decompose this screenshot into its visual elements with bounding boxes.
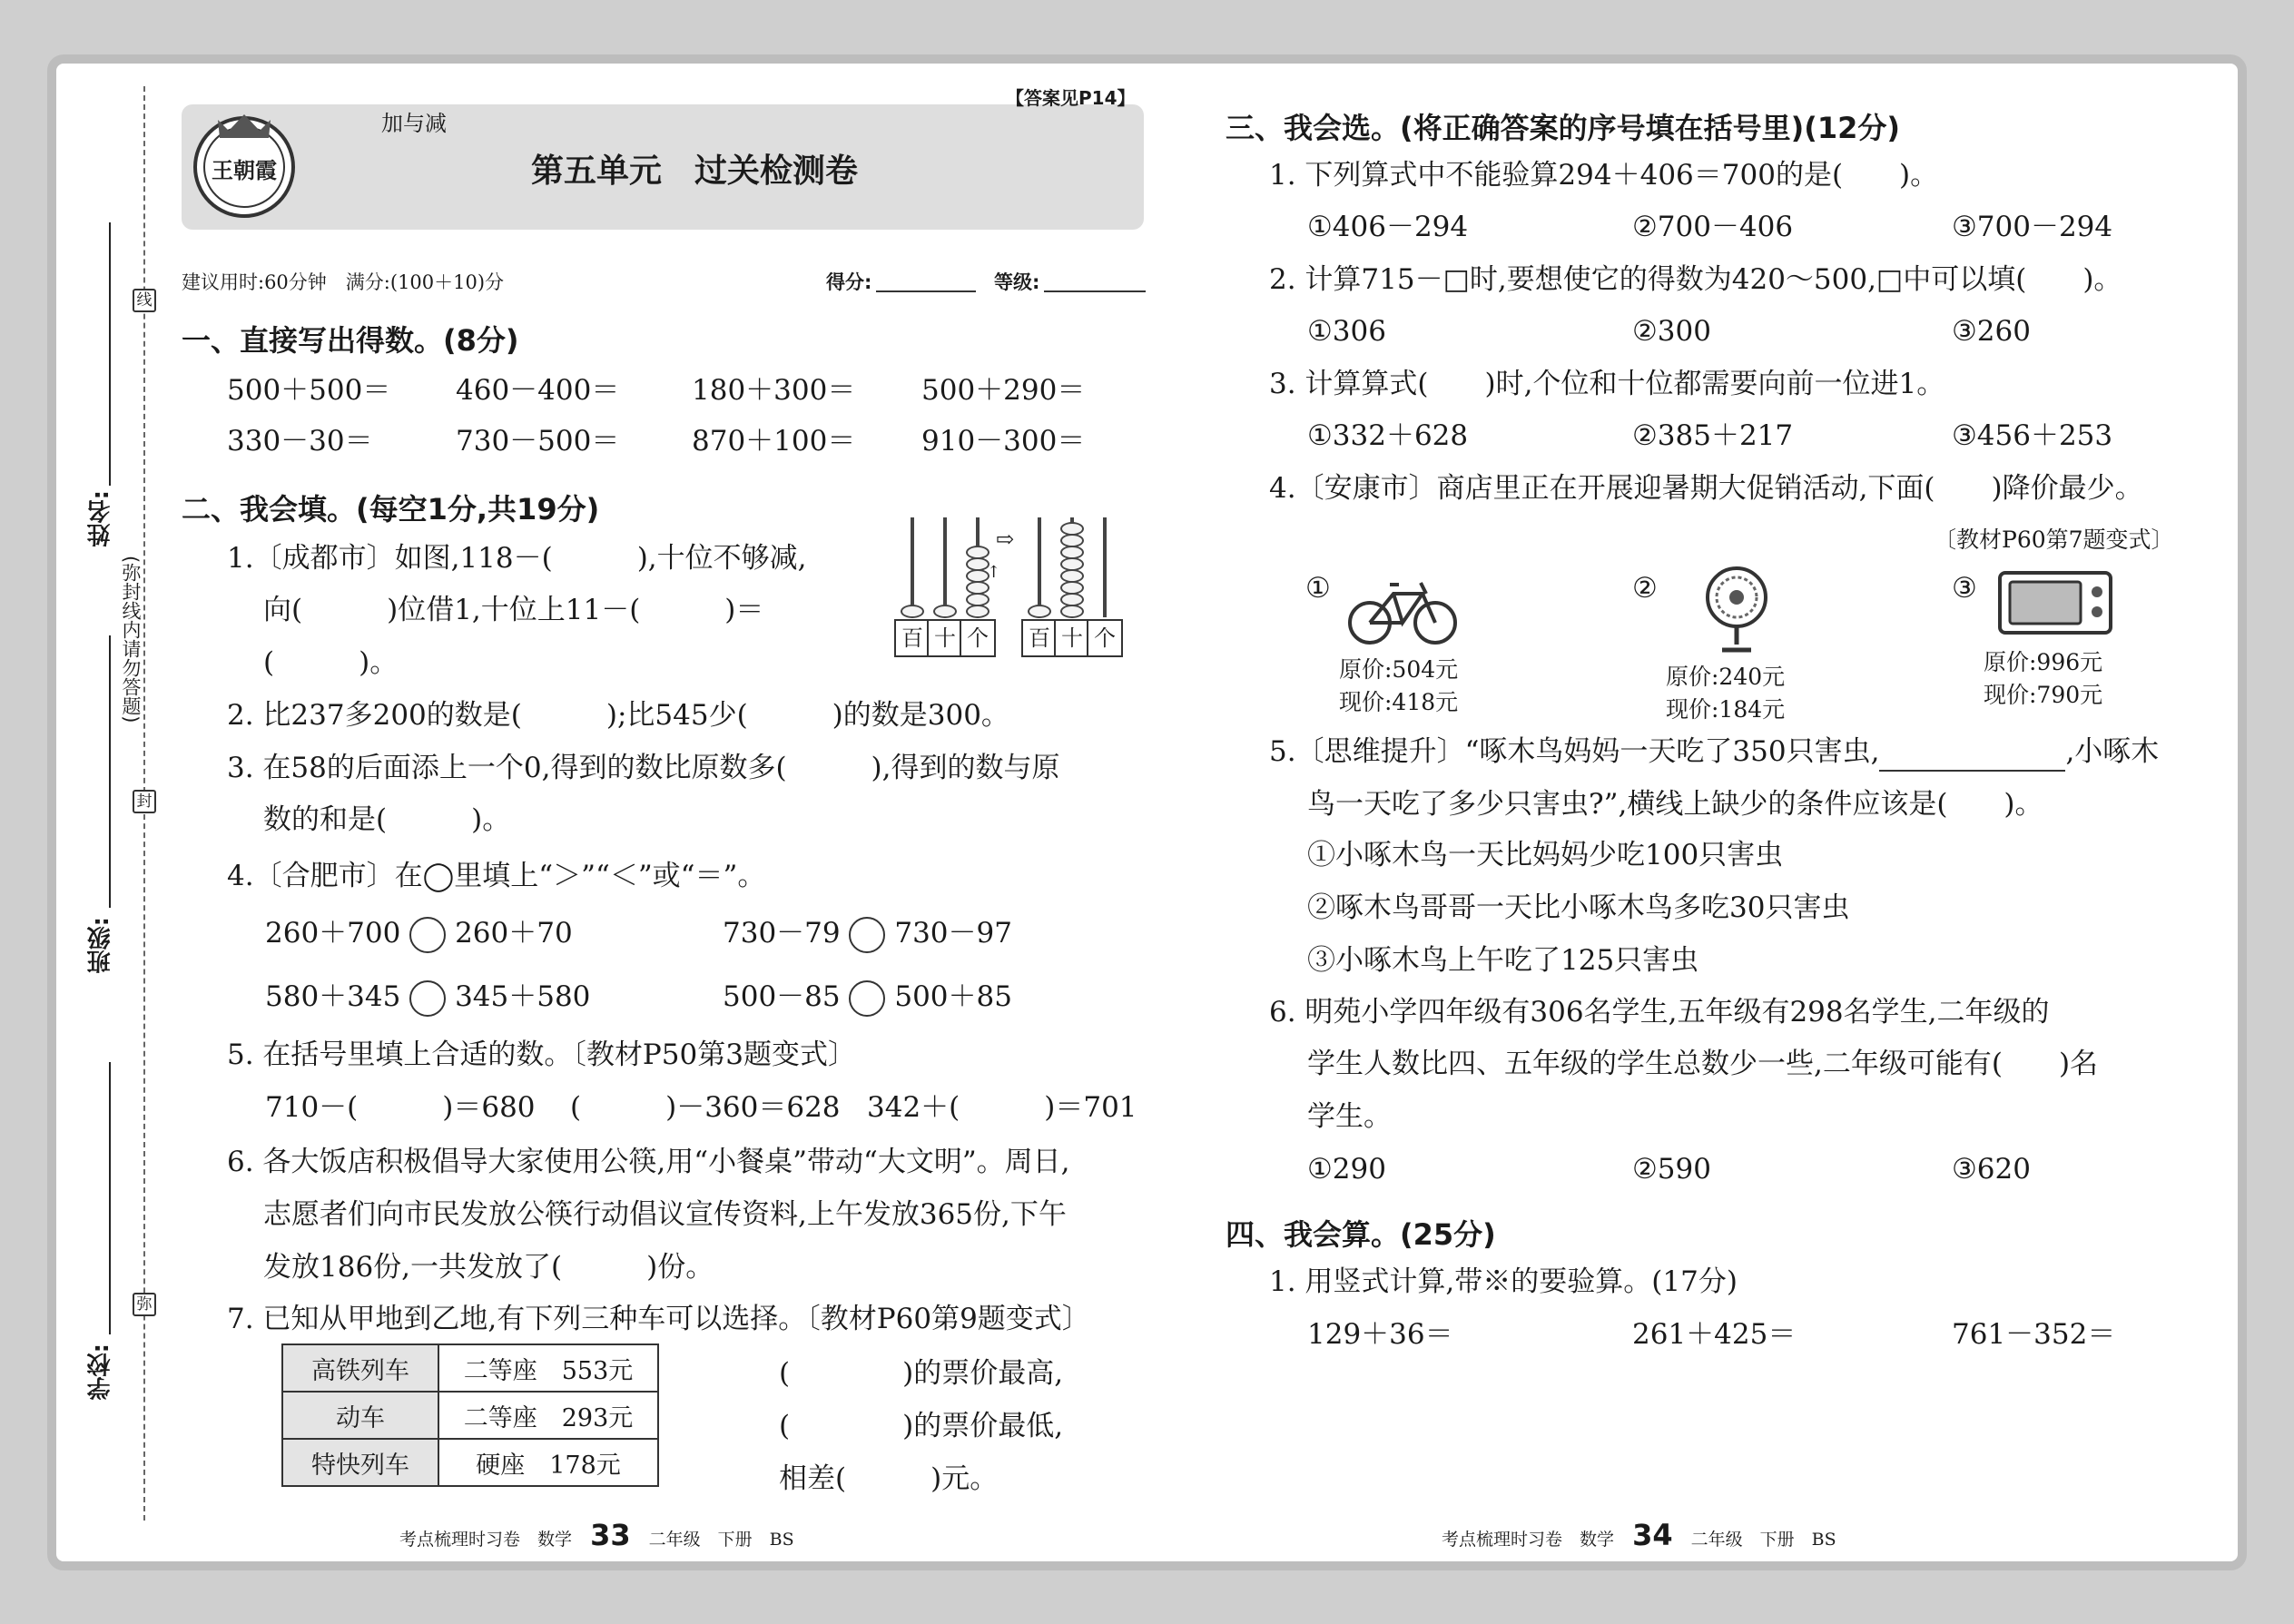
s3-q2: 2. 计算715－□时,要想使它的得数为420～500,□中可以填( )。 [1269,263,2122,296]
svg-text:王朝霞: 王朝霞 [212,157,277,183]
arrow-up-icon: ↑ [987,563,1001,582]
s4-item: 261＋425＝ [1632,1318,1797,1351]
abacus-bead [966,581,989,595]
abacus-bead [966,546,989,559]
abacus-label: 百 [894,619,930,657]
school-field[interactable] [109,1062,111,1334]
abacus-bead [966,605,989,618]
s2-q1-line1: 1.〔成都市〕如图,118－( ),十位不够减, [227,542,807,575]
s2-q1-line3: ( )。 [263,646,399,679]
bicycle-icon [1348,570,1457,647]
current-price: 现价:184元 [1666,696,1786,723]
s2-q7-blank: ( )的票价最高, [779,1357,1064,1390]
s3-q4-ref: 〔教材P60第7题变式〕 [1934,527,2174,553]
class-label: 班级: [87,917,114,974]
abacus-bead [1060,546,1084,559]
compare-item: 260＋700 260＋70 [265,915,573,953]
abacus-rod [1038,517,1041,617]
abacus-bead [933,605,957,618]
original-price: 原价:996元 [1984,649,2103,675]
s2-q7-blank: ( )的票价最低, [779,1410,1064,1442]
s2-q5-item: 710－( )＝680 [265,1091,536,1124]
table-cell: 动车 [282,1392,438,1439]
s1-item: 500＋290＝ [921,374,1086,407]
logo-seal-icon [191,107,298,223]
s3-q5-line1: 5.〔思维提升〕“啄木鸟妈妈一天吃了350只害虫, ,小啄木 [1269,733,2159,772]
abacus-label: 百 [1021,619,1058,657]
s3-q1: 1. 下列算式中不能验算294＋406＝700的是( )。 [1269,159,1939,192]
footer-left [399,1518,794,1552]
s3-option: ①406－294 [1307,211,1469,243]
abacus-bead [1028,605,1051,618]
original-price: 原价:504元 [1339,656,1459,683]
original-price: 原价:240元 [1666,664,1786,690]
table-cell: 二等座 293元 [438,1392,658,1439]
s3-option: ②700－406 [1632,211,1794,243]
abacus-bead [901,605,924,618]
s2-q7: 7. 已知从甲地到乙地,有下列三种车可以选择。〔教材P60第9题变式〕 [227,1303,1090,1335]
s1-item: 330－30＝ [227,425,373,458]
s3-option: ①332＋628 [1307,419,1469,452]
table-cell: 特快列车 [282,1439,438,1486]
table-cell: 硬座 178元 [438,1439,658,1486]
s2-q5-item: 342＋( )＝701 [867,1091,1137,1124]
section2-title: 二、我会填。(每空1分,共19分) [182,492,600,527]
s2-q4: 4.〔合肥市〕在◯里填上“＞”“＜”或“＝”。 [227,860,766,892]
s3-option: ③456＋253 [1952,419,2113,452]
s3-option: ②385＋217 [1632,419,1794,452]
s3-option: ②300 [1632,315,1711,348]
s3-q6-line1: 6. 明苑小学四年级有306名学生,五年级有298名学生,二年级的 [1269,996,2050,1029]
time-info: 建议用时:60分钟 满分:(100＋10)分 [182,271,505,293]
s2-q5: 5. 在括号里填上合适的数。〔教材P50第3题变式〕 [227,1038,856,1071]
abacus-bead [1060,581,1084,595]
s3-q4: 4.〔安康市〕商店里正在开展迎暑期大促销活动,下面( )降价最少。 [1269,472,2143,505]
s2-q2: 2. 比237多200的数是( );比545少( )的数是300。 [227,699,1009,732]
score-field[interactable] [876,290,976,292]
s2-q3-line2: 数的和是( )。 [263,803,511,836]
s2-q3-line1: 3. 在58的后面添上一个0,得到的数比原数多( ),得到的数与原 [227,752,1060,784]
compare-circle[interactable] [409,917,446,953]
abacus-rod [1103,517,1107,617]
unit-tag: 加与减 [381,111,447,136]
s4-item: 129＋36＝ [1307,1318,1453,1351]
compare-circle[interactable] [849,980,885,1017]
s3-option: ③700－294 [1952,211,2113,243]
compare-item: 730－79 730－97 [723,915,1012,953]
answer-reference: 【答案见P14】 [1006,87,1136,109]
abacus-label: 十 [1054,619,1090,657]
abacus-figure [894,517,1121,654]
page-number: 34 [1632,1518,1673,1552]
abacus-bead [1060,522,1084,536]
binding-note: (弥封线内请勿答题) [120,556,142,723]
s4-item: 761－352＝ [1952,1318,2116,1351]
arrow-right-icon: ⇨ [996,527,1015,552]
s1-item: 910－300＝ [921,425,1086,458]
footer-book: 考点梳理时习卷 数学 [1442,1530,1615,1550]
s3-option: ①小啄木鸟一天比妈妈少吃100只害虫 [1307,839,1784,871]
item-number: ① [1305,572,1331,605]
score-label: 得分: [826,271,872,293]
s3-option: ②590 [1632,1153,1711,1186]
compare-circle[interactable] [409,980,446,1017]
abacus-label: 个 [1087,619,1123,657]
binding-tab-seal: 封 [133,790,156,813]
s3-q5-line2: 鸟一天吃了多少只害虫?”,横线上缺少的条件应该是( )。 [1307,788,2043,821]
abacus-bead [1060,593,1084,606]
s1-item: 500＋500＝ [227,374,391,407]
table-row [282,1344,658,1392]
s2-q6-line2: 志愿者们向市民发放公筷行动倡议宣传资料,上午发放365份,下午 [263,1198,1067,1231]
abacus-label: 十 [927,619,963,657]
section3-title: 三、我会选。(将正确答案的序号填在括号里)(12分) [1226,111,1901,145]
section1-title: 一、直接写出得数。(8分) [182,323,519,358]
s1-item: 730－500＝ [456,425,620,458]
section4-title: 四、我会算。(25分) [1226,1217,1496,1252]
compare-item: 500－85 500＋85 [723,979,1012,1017]
s1-item: 870＋100＝ [692,425,856,458]
footer-grade: 二年级 下册 BS [1690,1530,1836,1550]
footer-book: 考点梳理时习卷 数学 [399,1530,573,1550]
abacus-bead [1060,534,1084,547]
s3-q6-line3: 学生。 [1307,1100,1392,1133]
grade-label: 等级: [994,271,1040,293]
name-label: 姓名: [87,490,114,547]
s1-item: 460－400＝ [456,374,620,407]
answer-underline[interactable] [1879,733,2065,772]
table-row [282,1439,658,1486]
s2-q6-line3: 发放186份,一共发放了( )份。 [263,1251,714,1284]
table-row [282,1392,658,1439]
binding-tab-mi: 弥 [133,1293,156,1316]
abacus-bead [1060,605,1084,618]
microwave-icon [1997,570,2113,638]
name-field[interactable] [109,222,111,486]
abacus-bead [966,593,989,606]
current-price: 现价:790元 [1984,682,2103,708]
footer-right [1442,1518,1836,1552]
s3-q6-line2: 学生人数比四、五年级的学生总数少一些,二年级可能有( )名 [1307,1048,2099,1080]
s2-q1-line2: 向( )位借1,十位上11－( )＝ [263,594,764,626]
s2-q7-blank: 相差( )元。 [779,1462,999,1495]
s3-option: ②啄木鸟哥哥一天比小啄木鸟多吃30只害虫 [1307,891,1850,924]
school-label: 学校: [87,1343,114,1401]
s3-option: ③620 [1952,1153,2031,1186]
binding-tab-line: 线 [133,289,156,312]
current-price: 现价:418元 [1339,689,1459,715]
s3-option: ①306 [1307,315,1386,348]
abacus-rod [911,517,914,617]
grade-field[interactable] [1044,290,1146,292]
compare-item: 580＋345 345＋580 [265,979,590,1017]
footer-grade: 二年级 下册 BS [648,1530,794,1550]
s2-q5-item: ( )－360＝628 [570,1091,841,1124]
compare-circle[interactable] [849,917,885,953]
fan-icon [1702,565,1771,655]
abacus-bead [1060,569,1084,583]
abacus-label: 个 [960,619,996,657]
s4-q1: 1. 用竖式计算,带※的要验算。(17分) [1269,1265,1738,1298]
class-field[interactable] [109,635,111,908]
item-number: ③ [1952,572,1977,605]
s2-q6-line1: 6. 各大饭店积极倡导大家使用公筷,用“小餐桌”带动“大文明”。周日, [227,1146,1070,1178]
item-number: ② [1632,572,1658,605]
table-cell: 高铁列车 [282,1344,438,1392]
abacus-rod [943,517,947,617]
abacus-bead [1060,557,1084,571]
page-number: 33 [590,1518,631,1552]
train-fare-table [281,1343,659,1487]
page-title: 第五单元 过关检测卷 [531,153,859,190]
s3-option: ③260 [1952,315,2031,348]
s3-option: ③小啄木鸟上午吃了125只害虫 [1307,944,1699,977]
table-cell: 二等座 553元 [438,1344,658,1392]
s1-item: 180＋300＝ [692,374,856,407]
s3-q3: 3. 计算算式( )时,个位和十位都需要向前一位进1。 [1269,368,1945,400]
s3-option: ①290 [1307,1153,1386,1186]
